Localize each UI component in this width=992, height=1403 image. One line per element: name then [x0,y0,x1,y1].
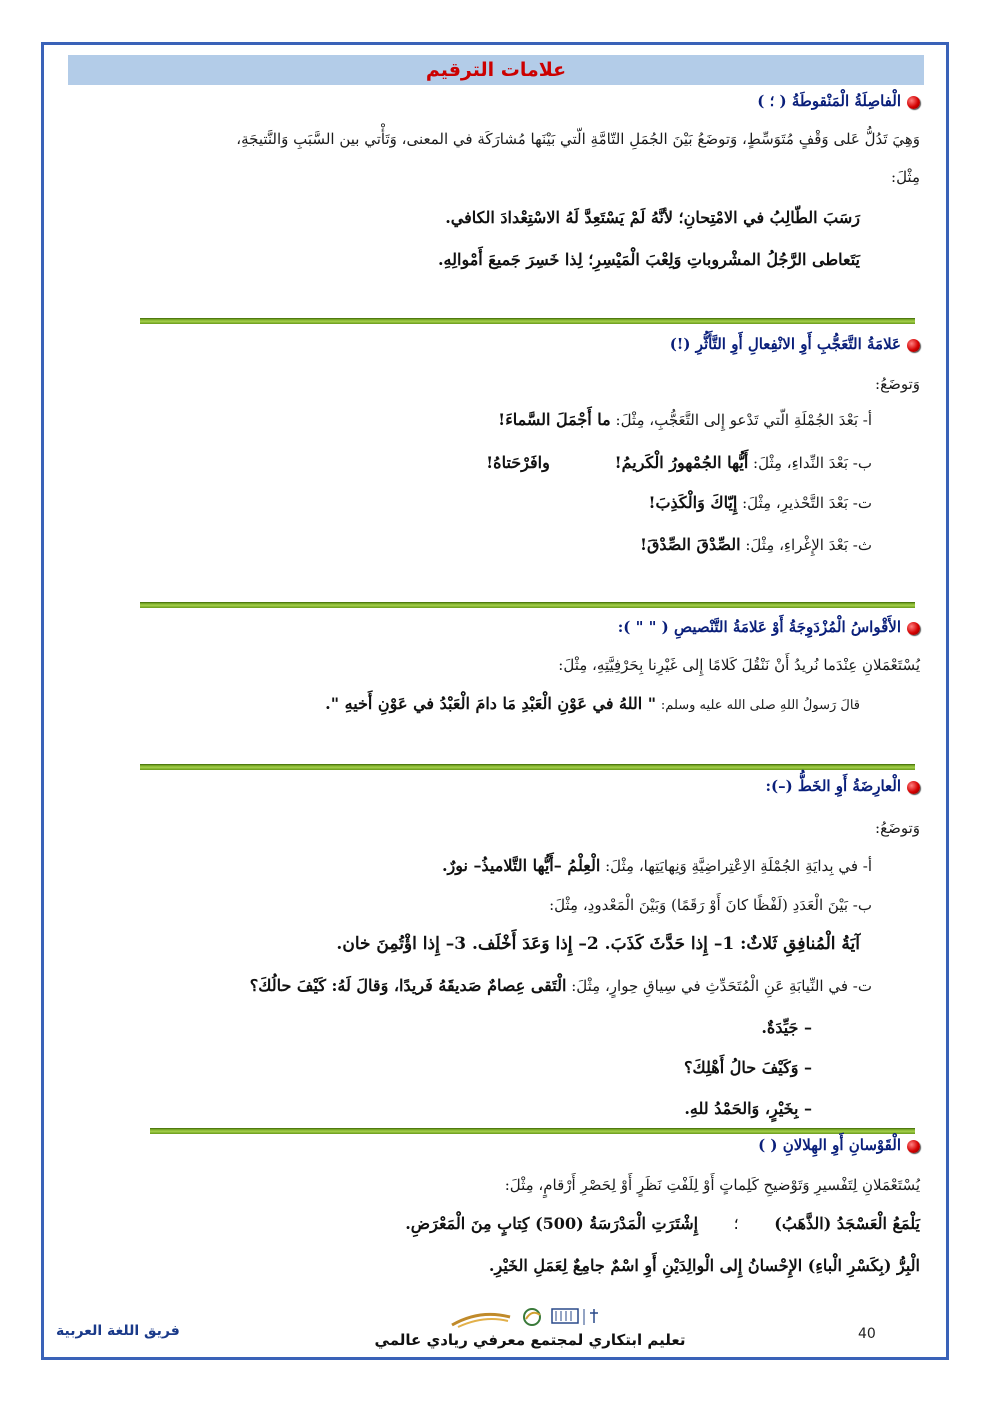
example: ما أَجْمَلَ السَّماءَ! [498,410,611,429]
example: الصِّدْقَ الصِّدْقَ! [639,535,741,554]
separator: ؛ [733,1214,739,1233]
example-intro: قالَ رَسولُ اللهِ صلى الله عليه وسلم: [660,698,860,713]
bullet-icon [907,781,920,794]
heading-text: عَلامَةُ التَّعَجُّبِ أَوِ الانْفِعالِ أَوِ التَّأَثُّرِ (!) [669,335,901,353]
swoosh-logo-icon [452,1314,510,1327]
emblem-logo-icon [524,1309,540,1325]
unesco-logo-icon [552,1309,598,1325]
bullet-icon [907,1140,920,1153]
example: وافَرْحَتاهُ! [486,453,550,472]
example: إِشْتَرَتِ الْمَدْرَسَةُ (500) كِتابٍ مِنَ الْمَعْرَضِ. [405,1214,699,1233]
list-item [250,976,872,995]
section-divider [150,1128,915,1134]
heading-text: الْفاصِلَةُ الْمَنْقوطَةُ ( ؛ ) [757,92,901,110]
section-divider [140,602,915,608]
example: إِيّاكَ وَالْكَذِبَ! [648,493,738,512]
dialog-line: – بِخَيْرٍ، وَالحَمْدُ للهِ. [684,1099,812,1118]
paragraph: يُسْتَعْمَلانِ عِنْدَما نُريدُ أَنْ نَنْقُلَ كَلامًا إِلى غَيْرِنا بِحَرْفِيَّتِهِ، مِثْلَ: [558,656,920,674]
list-item-text: أ- في بِدايَةِ الجُمْلَةِ الاِعْتِراضِيَّةِ وَنِهايَتِها، مِثْلَ: [605,857,872,875]
bullet-icon [907,339,920,352]
heading-text: الْعارِضَةُ أَوِ الخَطُّ (–): [765,777,901,795]
example-line [325,694,860,713]
list-item-text: ت- في النِّيابَةِ عَنِ الْمُتَحَدِّثِ في سِياقِ حِوارٍ، مِثْلَ: [571,977,872,995]
example-sentence: يَتَعاطى الرَّجُلُ المشْروباتِ وَلِعْبَ الْمَيْسِرِ؛ لِذا خَسِرَ جَميعَ أَمْوالِهِ. [437,250,860,269]
intro-text: وَتوضَعُ: [875,375,920,393]
list-item-text: ت- بَعْدَ التَّحْذيرِ، مِثْلَ: [742,494,872,512]
footer-slogan: تعليم ابتكاري لمجتمع معرفي ريادي عالمي [374,1331,686,1349]
list-item-text: ب- بَعْدَ النِّداءِ، مِثْلَ: [753,454,872,472]
section-heading-semicolon [757,92,920,110]
footer-team: فريق اللغة العربية [56,1323,180,1339]
section-heading-dash [765,777,920,795]
partner-logos [450,1305,620,1331]
list-item: ب- بَيْنَ الْعَدَدِ (لَفْظًا كانَ أَوْ رَقَمًا) وَبَيْنَ الْمَعْدودِ، مِثْلَ: [549,896,872,914]
example: يَلْمَعُ الْعَسْجَدُ (الذَّهَبُ) [774,1214,920,1233]
section-heading-parentheses [758,1136,920,1154]
list-item-text: ث- بَعْدَ الإِغْراءِ، مِثْلَ: [745,536,872,554]
bullet-icon [907,96,920,109]
example: الْتَقى عِصامٌ صَديقَهُ فَريدًا، وَقالَ لَهُ: كَيْفَ حالُكَ؟ [249,976,567,995]
list-item [486,453,872,472]
example-sentence: رَسَبَ الطّالِبُ في الامْتِحانِ؛ لأنَّهُ لَمْ يَسْتَعِدَّ لَهُ الاسْتِعْدادَ الكافي. [445,208,860,227]
section-divider [140,764,915,770]
example-label: مِثْلَ: [891,168,920,186]
list-item [648,493,872,512]
example-sentence: الْبِرُّ (بِكَسْرِ الْباءِ) الإِحْسانُ إِلى الْوالِدَيْنِ أَوِ اسْمٌ جامِعٌ لِعَمَلِ الخَيْرِ. [488,1256,920,1275]
page-title: علامات الترقيم [68,55,924,85]
example-sentence: آيَةُ الْمُنافِقِ ثَلاثٌ: 1– إِذا حَدَّثَ كَذَبَ. 2– إِذا وَعَدَ أَخْلَف. 3– إِذا اؤْتُمِنَ خان. [336,934,860,954]
example-line [405,1214,920,1233]
example: أَيُّها الجُمْهورُ الْكَريمُ! [614,453,749,472]
heading-text: الْقَوْسانِ أَوِ الهِلالانِ ( ) [758,1136,901,1154]
list-item [498,410,872,429]
page-number: 40 [858,1326,876,1342]
intro-text: وَتوضَعُ: [875,819,920,837]
paragraph: وَهِيَ تَدُلُّ عَلى وَقْفٍ مُتَوَسِّطٍ، وَتوضَعُ بَيْنَ الجُمَلِ التّامَّةِ الّتي بَيْنَها مُشارَكَة في المعنى، وَتَأْتي بين السَّبَبِ وَالنَّتيجَةِ، [236,130,920,148]
list-item-text: أ- بَعْدَ الجُمْلَةِ الّتي تَدْعو إِلى التَّعَجُّبِ، مِثْلَ: [615,411,872,429]
paragraph: يُسْتَعْمَلانِ لِتَفْسيرِ وَتَوْضيحِ كَلِماتٍ أَوْ لِلَفْتِ نَظَرٍ أَوْ لِحَصْرِ أَرْقامٍ، مِثْلَ: [504,1176,920,1194]
section-divider [140,318,915,324]
section-heading-exclamation [670,335,920,353]
list-item [640,535,872,554]
list-item [442,856,872,875]
dialog-line: – جَيِّدَةٌ. [761,1018,812,1037]
example: الْعِلْمُ –أَيُّها التَّلاميذُ– نورٌ. [441,856,601,875]
section-heading-quotes [618,618,920,636]
bullet-icon [907,622,920,635]
example: " اللهُ في عَوْنِ الْعَبْدِ مَا دامَ الْعَبْدُ في عَوْنِ أَخيهِ ". [325,694,657,713]
dialog-line: – وَكَيْفَ حالُ أَهْلِكَ؟ [684,1058,812,1077]
heading-text: الأَقْواسُ الْمُزْدَوِجَةُ أَوْ عَلامَةُ التَّنْصيصِ ( " " ): [617,618,901,636]
